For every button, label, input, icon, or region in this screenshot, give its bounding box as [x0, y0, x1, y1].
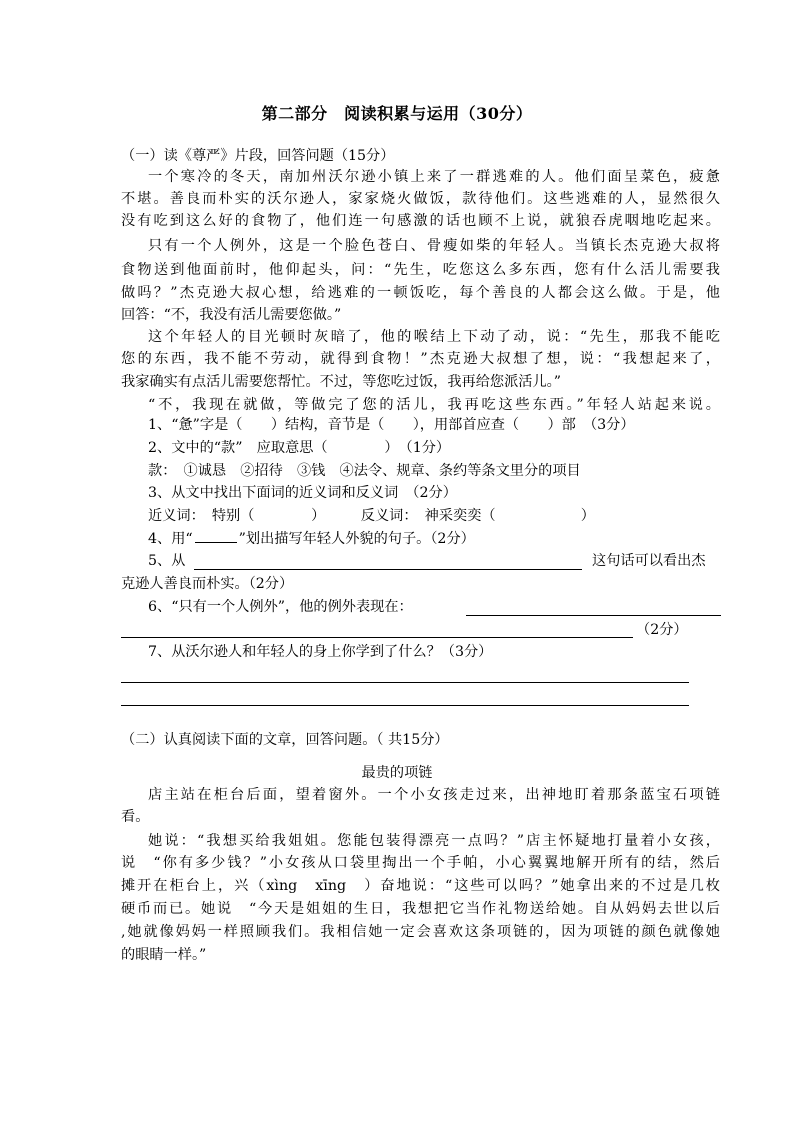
question-2-options: 款： ①诚恳 ②招待 ③钱 ④法令、规章、条约等条文里分的项目 — [148, 463, 581, 479]
question-3: 3、从文中找出下面词的近义词和反义词 （2分） — [148, 485, 457, 501]
part2-heading: （二）认真阅读下面的文章，回答问题。（ 共15分） — [121, 732, 449, 748]
passage1-line: 回答：“不，我没有活儿需要您做。” — [121, 307, 342, 323]
underline-sample — [195, 528, 237, 543]
question-4-prefix: 4、用“ — [148, 531, 193, 547]
question-6-answer-line-2[interactable] — [121, 637, 633, 638]
passage1-line: 这个年轻人的目光顿时灰暗了，他的喉结上下动了动，说：“先生，那我不能吃 — [148, 329, 720, 345]
question-7: 7、从沃尔逊人和年轻人的身上你学到了什么？（3分） — [148, 644, 493, 660]
question-2: 2、文中的“款” 应取意思（ ） （1分） — [148, 440, 451, 456]
passage1-line: 我家确实有点活儿需要您帮忙。不过，等您吃过饭，我再给您派活儿。” — [121, 374, 561, 390]
passage2-line: 说 “你有多少钱？”小女孩从口袋里掏出一个手帕，小心翼翼地解开所有的结，然后 — [121, 855, 720, 871]
passage2-line: 她说：“我想买给我姐姐。您能包装得漂亮一点吗？”店主怀疑地打量着小女孩， — [148, 833, 720, 849]
question-7-answer-line[interactable] — [121, 682, 689, 683]
part1-heading: （一）读《尊严》片段，回答问题（15分） — [121, 148, 395, 164]
section-title: 第二部分 阅读积累与运用（30分） — [261, 104, 533, 123]
passage2-line: 店主站在柜台后面，望着窗外。一个小女孩走过来，出神地盯着那条蓝宝石项链 — [148, 787, 720, 803]
article-title: 最贵的项链 — [361, 765, 433, 781]
question-5-prefix: 5、从 — [148, 553, 186, 569]
question-6-answer-line[interactable] — [466, 615, 721, 616]
question-5-line2: 克逊人善良而朴实。（2分） — [121, 576, 294, 592]
question-6-score: （2分） — [636, 622, 688, 638]
question-4-suffix: ”划出描写年轻人外貌的句子。（2分） — [238, 531, 475, 547]
question-1: 1、“惫”字是（ ）结构，音节是（ ），用部首应查（ ）部 （3分） — [148, 417, 635, 433]
passage1-line: 不堪。善良而朴实的沃尔逊人，家家烧火做饭，款待他们。这些逃难的人，显然很久 — [121, 191, 720, 207]
question-7-answer-line-2[interactable] — [121, 705, 689, 706]
passage1-line: 只有一个人例外，这是一个脸色苍白、骨瘦如柴的年轻人。当镇长杰克逊大叔将 — [148, 238, 720, 254]
passage1-line: 没有吃到这么好的食物了，他们连一句感激的话也顾不上说，就狼吞虎咽地吃起来。 — [121, 213, 720, 229]
question-5-answer-line[interactable] — [194, 569, 582, 570]
passage2-line: 摊开在柜台上，兴（xìng xīng ）奋地说：“这些可以吗？”她拿出来的不过是几枚 — [121, 878, 720, 894]
passage1-line: 一个寒冷的冬天，南加州沃尔逊小镇上来了一群逃难的人。他们面呈菜色，疲惫 — [148, 169, 720, 185]
passage1-line: “不，我现在就做，等做完了您的活儿，我再吃这些东西。”年轻人站起来说。 — [148, 397, 720, 413]
passage2-line: 看。 — [121, 809, 150, 825]
question-4 — [148, 528, 475, 549]
passage1-line: 食物送到他面前时，他仰起头，问：“先生，吃您这么多东西，您有什么活儿需要我 — [121, 262, 720, 278]
passage2-line: 硬币而已。她说 “今天是姐姐的生日，我想把它当作礼物送给她。自从妈妈去世以后 — [121, 901, 720, 917]
question-6: 6、“只有一个人例外”，他的例外表现在： — [148, 599, 413, 615]
passage2-line: ,她就像妈妈一样照顾我们。我相信她一定会喜欢这条项链的，因为项链的颜色就像她 — [121, 924, 720, 940]
question-5-suffix: 这句话可以看出杰 — [592, 553, 706, 569]
question-3-words: 近义词： 特别（ ） 反义词： 神采奕奕（ ） — [148, 508, 595, 524]
passage2-line: 的眼睛一样。” — [121, 947, 207, 963]
passage1-line: 做吗？”杰克逊大叔心想，给逃难的一顿饭吃，每个善良的人都会这么做。于是，他 — [121, 285, 720, 301]
passage1-line: 您的东西，我不能不劳动，就得到食物！”杰克逊大叔想了想，说：“我想起来了， — [121, 351, 720, 367]
